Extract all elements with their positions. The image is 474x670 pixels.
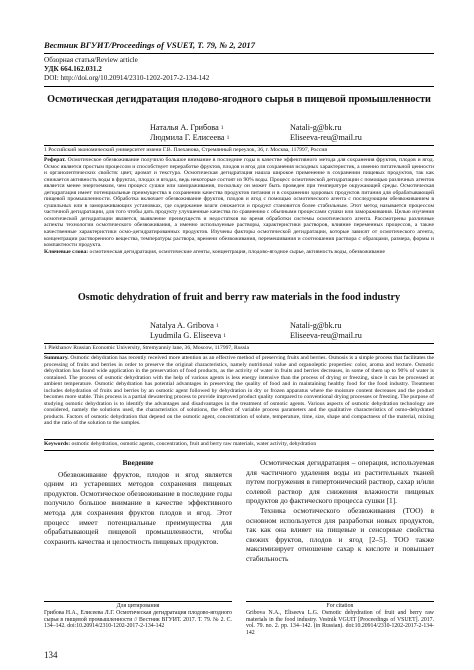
- author-ru-1: [150, 123, 224, 133]
- abstract-ru: [44, 157, 434, 255]
- author-name: Наталья А. Грибова: [150, 123, 219, 132]
- abstract-text: Osmotic dehydration has recently received more attention as an effective method of preserving fruits and berries. Osmosis is a simple process that facilitates the processing of fruits and berries in order to preserve the original characteristics, namely nutritional value and organoleptic properties: color, aroma and texture. Osmotic dehydration has found wide application in the preservation of food products, as the activity of water in fruits and berries decreases, in some of them up to 90% of water is contained. The process of osmotic dehydration with the help of various agents is less energy intensive than the process of drying or freezing, since it can be processed at ambient temperature. Osmotic dehydration has potential advantages in preserving the quality of food and in maintaining healthy food for the food industry. Treatment includes dehydration of fruits and berries by an osmotic agent followed by dehydration in dry or frozen apparatus where the moisture content decreases and the product becomes more stable. This process is a partial dewatering process to provide improved product quality compared to conventional drying processes or freezing. The purpose of studying osmotic dehydration is to identify the advantages and disadvantages in the treatment of osmotic agents. Various aspects of osmotic dehydration technology are considered, namely the solutions used, the characteristics of solutions, the effect of variable process parameters and the qualitative characteristics of osmo-dehydrated products. Factors of osmotic dehydration that depend on the osmotic agent, concentration of solute, temperature, time, size, shape and compactness of the material, mixing and the ratio of the solution to the samples.: [44, 355, 435, 427]
- author-en-1: [150, 321, 219, 331]
- author-en-2: [150, 331, 226, 341]
- page-number: 134: [44, 650, 58, 660]
- header-rule: [44, 53, 434, 54]
- affiliation-en: 1 Plekhanov Russian Economic University, Stremyanniy lane, 36, Moscow, 117997, Russia: [44, 345, 249, 351]
- meta-rule: [44, 86, 434, 87]
- author-email-en-1[interactable]: Natali-g@bk.ru: [290, 321, 342, 330]
- keywords-en: [44, 441, 434, 448]
- journal-header: Вестник ВГУИТ/Proceedings of VSUET, Т. 79, № 2, 2017: [44, 40, 255, 50]
- keywords-text: осмотическая дегидратация, осмотические агенты, концентрация, плодово-ягодное сырье, активность воды, обезвоживание: [89, 248, 386, 255]
- body-paragraph: Обезвоживание фруктов, плодов и ягод является одним из устаревших методов сохранения пищевых продуктов. Осмотическое обезвоживание в последние годы получило большое внимание в качестве эффективного метода для сохранения фруктов плодов и ягод. Этот процесс имеет потенциальные преимущества для обрабатывающей пищевой промышленности, чтобы сохранить качества и целостность пищевых продуктов.: [44, 469, 232, 546]
- body-rule: [44, 450, 434, 451]
- udc-code: УДК 664.162.031.2: [44, 65, 102, 73]
- keywords-rule-en: [44, 439, 434, 440]
- doi-link[interactable]: DOI: http://doi.org/10.20914/2310-1202-2017-2-134-142: [44, 74, 210, 82]
- keywords-ru: [44, 249, 434, 256]
- article-type: Обзорная статья/Review article: [44, 56, 138, 64]
- citation-text: Gribova N.A., Eliseeva L.G. Osmotic dehydration of fruit and berry raw materials in the food industry. Vestnik VGUIT [Proceedings of VSUET]. 2017. vol. 79. no. 2. pp. 134–142. (in Russian). doi:10.20914/2310-1202-2017-2-134-142: [246, 609, 434, 637]
- author-name: Lyudmila G. Eliseeva: [150, 331, 222, 340]
- author-email-ru-2[interactable]: Eliseeva-reu@mail.ru: [290, 133, 362, 142]
- abstract-text: Осмотическое обезвоживание получило большое внимание в последние годы в качестве эффективного метода для сохранения фруктов, плодов и ягод. Осмос является простым процессом и способствует переработке фруктов, плодов и ягод для сохранения исходных характеристик, а именно питательной ценности и органолептических свойств: цвет, аромат и текстура. Осмотическая дегидратация нашла широкое применение в сохранении пищевых продуктов, так как снижается активность воды в фруктах, плодах и ягодах, ведь некоторые состоят из 90% воды. Процесс осмотической дегидратации с помощью различных агентов является менее энергоемким, чем процесс сушки или замораживания, поскольку он может быть проведен при температуре окружающей среды. Осмотическая дегидратация имеет потенциальные преимущества в сохранении качества продуктов питания и в сохранении здоровых продуктов питания для обрабатывающей пищевой промышленности. Обработка включает обезвоживание фруктов, плодов и ягод с помощью осмотического агента с последующим обезвоживанием в сушильных или в замораживающих установках, где содержание влаги снижается и продукт становится более стабильным. Этот метод называется процессом частичной дегидратации, для того чтобы дать продукту улучшенные качества по сравнению с обычными процессами сушки или замораживания. Целью изучения осмотической дегидратации является, выявление преимуществ и недостатков во время обработки системы осмотического агента. Рассмотрены различные аспекты технологии осмотического обезвоживания, а именно используемые растворы, характеристики растворов, влияние переменных процессов, а также качественные характеристики осмо-дегидратированных продуктов. Изучены факторы осмотической дегидратации, которые зависят от осмотического агента, концентрации растворенного вещества, температуры раствора, времени обезвоживания, перемешивания и соотношения раствора с образцами, размера, формы и компактности продукта.: [44, 157, 435, 249]
- author-ru-2: [150, 133, 229, 143]
- author-sup: 1: [215, 323, 219, 329]
- citation-text: Грибова Н.А., Елисеева Л.Г. Осмотическая дегидратация плодово-ягодного сырья в пищевой промышленности // Вестник ВГУИТ. 2017. Т. 79. № 2. С. 134–142. doi:10.20914/2310-1202-2017-2-134-142: [44, 609, 232, 630]
- title-en: Osmotic dehydration of fruit and berry raw materials in the food industry: [77, 292, 401, 303]
- body-right-column: [246, 458, 434, 564]
- section-heading: Введение: [122, 458, 154, 467]
- abstract-label: Summary.: [44, 355, 69, 361]
- author-name: Natalya A. Gribova: [150, 321, 214, 330]
- author-sup: 1: [226, 135, 230, 141]
- citation-rule-ru: [44, 601, 232, 602]
- author-email-en-2[interactable]: Eliseeva-reu@mail.ru: [290, 331, 362, 340]
- body-paragraph: Осмотическая дегидратация – операция, используемая для частичного удаления воды из растительных тканей путем погружения в гипертонический раствор, сахар и/или солевой раствор для снижения влажности пищевых продуктов до фактического процесса сушки [1].: [246, 458, 434, 506]
- keywords-label: Ключевые слова:: [44, 248, 89, 255]
- author-name: Людмила Г. Елисеева: [150, 133, 225, 142]
- citation-ru: [44, 603, 232, 630]
- abstract-rule-ru: [44, 155, 434, 156]
- body-paragraph: Техника осмотического обезвоживания (ТОО) в основном используется для разработки новых продуктов, так как она влияет на пищевые и сенсорные свойства свежих фруктов, плодов и ягод [2–5]. ТОО также максимизирует отношение сахар к кислоте и повышает стабильность: [246, 505, 434, 563]
- citation-rule-en: [246, 601, 434, 602]
- body-left-column: [44, 458, 232, 546]
- author-sup: 1: [223, 333, 226, 339]
- title-ru: Осмотическая дегидратация плодово-ягодного сырья в пищевой промышленности: [47, 94, 431, 105]
- article-meta: [44, 56, 209, 83]
- aff-rule-en: [44, 343, 434, 344]
- citation-en: [246, 603, 434, 637]
- affiliation-ru: 1 Российский экономический университет имени Г.В. Плеханова, Стремянный переулок, 36, г. Москва, 117997, Россия: [44, 147, 327, 153]
- abstract-rule-en: [44, 353, 434, 354]
- abstract-label: Реферат.: [44, 157, 66, 163]
- abstract-en: [44, 355, 434, 427]
- aff-rule-ru: [44, 145, 434, 146]
- author-sup: 1: [220, 125, 224, 131]
- keywords-label: Keywords:: [44, 441, 71, 447]
- citation-heading: Для цитирования: [116, 603, 160, 609]
- author-email-ru-1[interactable]: Natali-g@bk.ru: [290, 123, 342, 132]
- citation-heading: For citation: [326, 603, 354, 609]
- keywords-text: osmotic dehydration, osmotic agents, concentration, fruit and berry raw materials, water activity, dehydration: [71, 441, 317, 447]
